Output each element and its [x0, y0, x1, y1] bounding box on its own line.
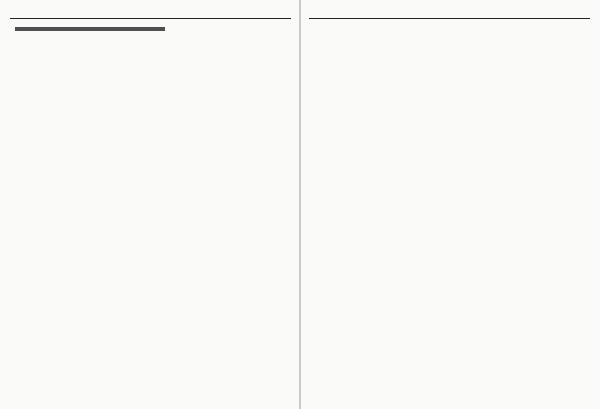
left-page-header [10, 6, 291, 19]
section-heading-run-in [15, 27, 165, 31]
right-page-header [309, 6, 590, 19]
section-heading-ukrainska-derzhava [10, 23, 291, 34]
right-page [300, 0, 600, 409]
